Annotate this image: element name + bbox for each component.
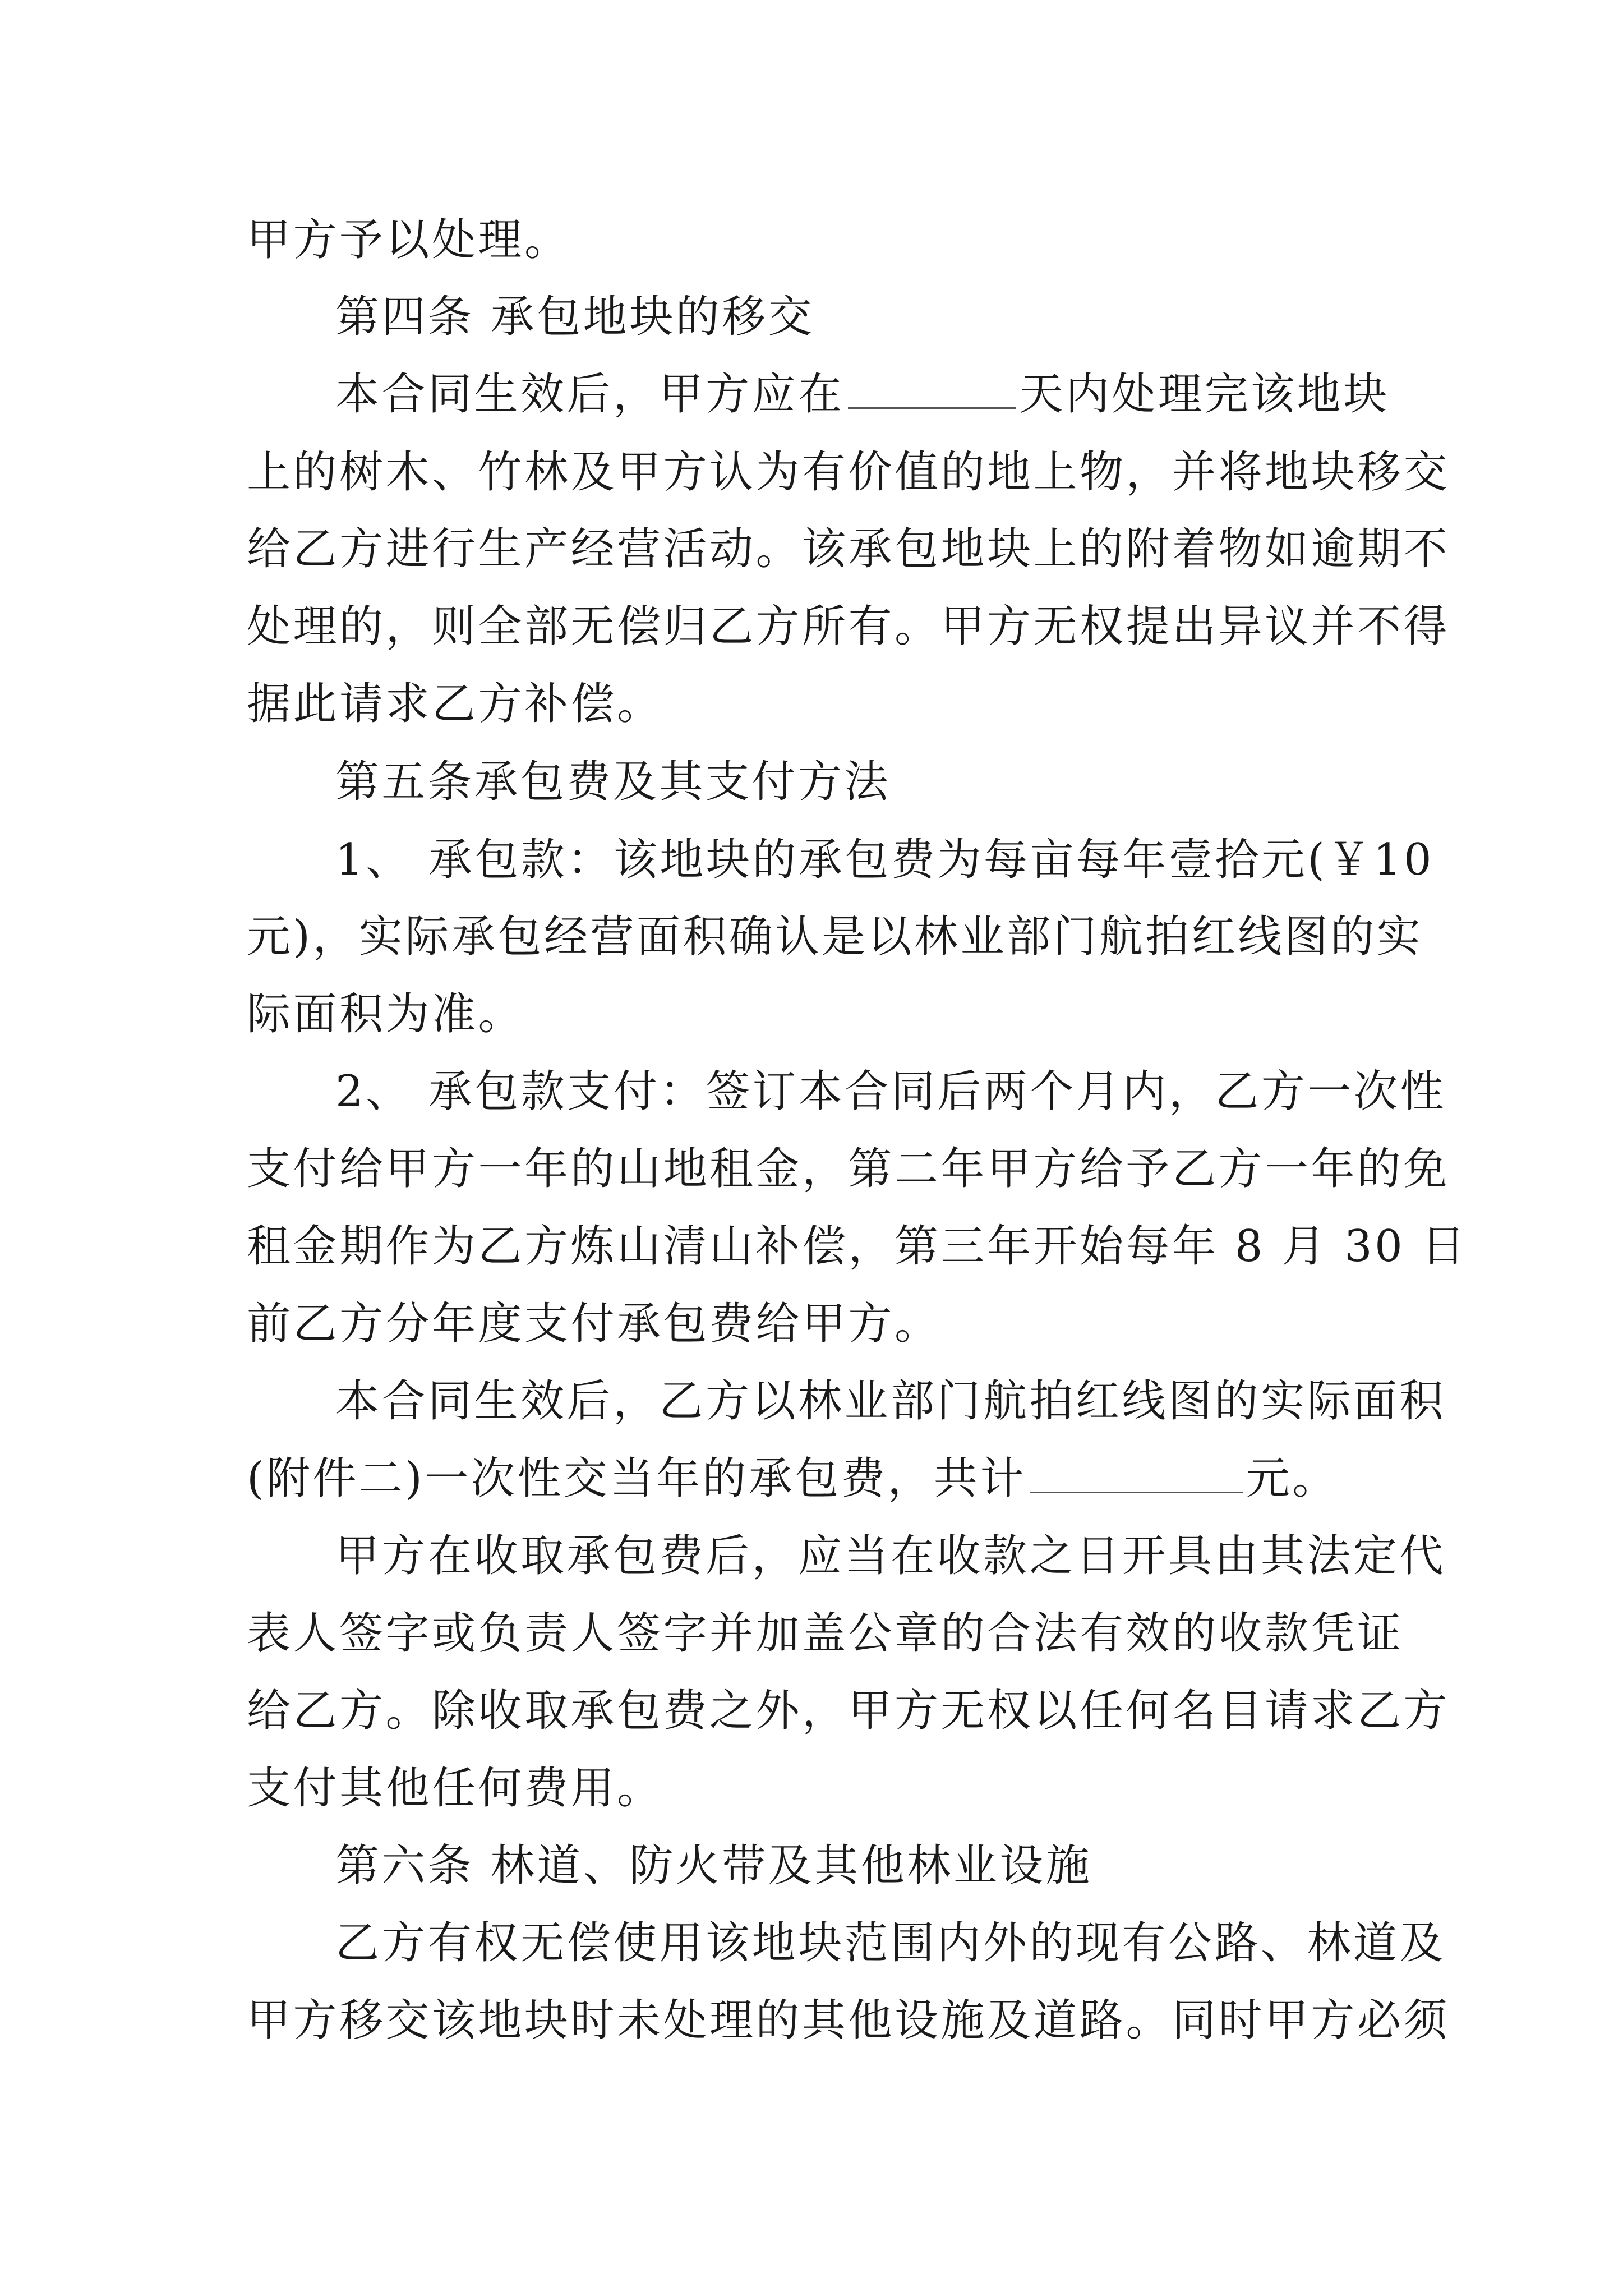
text-line: 租金期作为乙方炼山清山补偿，第三年开始每年 8 月 30 日 [247,1221,1468,1272]
section-heading-5: 第五条承包费及其支付方法 [335,757,891,807]
text-line: 据此请求乙方补偿。 [247,679,663,729]
text-line: 前乙方分年度支付承包费给甲方。 [247,1299,941,1349]
section-heading-6: 第六条 林道、防火带及其他林业设施 [335,1841,1092,1891]
text-line: 支付给甲方一年的山地租金，第二年甲方给予乙方一年的免 [247,1144,1450,1194]
text-line: 本合同生效后，乙方以林业部门航拍红线图的实际面积 [335,1376,1446,1427]
text-line: 2、 承包款支付：签订本合同后两个月内，乙方一次性 [335,1066,1446,1117]
fill-in-blank-days[interactable] [848,370,1016,409]
text-line: 际面积为准。 [247,989,525,1039]
text-line: 支付其他任何费用。 [247,1763,663,1814]
text-line: (附件二)一次性交当年的承包费，共计 元。 [247,1453,1339,1504]
text-line: 上的树木、竹林及甲方认为有价值的地上物，并将地块移交 [247,447,1450,498]
text-line: 甲方在收取承包费后，应当在收款之日开具由其法定代 [335,1531,1446,1581]
text-line: 1、 承包款：该地块的承包费为每亩每年壹拾元(￥10 [335,835,1435,885]
text-line: 给乙方进行生产经营活动。该承包地块上的附着物如逾期不 [247,524,1450,574]
text-line: 乙方有权无偿使用该地块范围内外的现有公路、林道及 [335,1918,1446,1968]
text-line: 甲方移交该地块时未处理的其他设施及道路。同时甲方必须 [247,1995,1450,2046]
text-line: 处理的，则全部无偿归乙方所有。甲方无权提出异议并不得 [247,601,1450,652]
fill-in-blank-total-fee[interactable] [1030,1455,1243,1493]
text-line: 给乙方。除收取承包费之外，甲方无权以任何名目请求乙方 [247,1686,1450,1736]
text-line: 元)，实际承包经营面积确认是以林业部门航拍红线图的实 [247,912,1423,962]
text-line: 表人签字或负责人签字并加盖公章的合法有效的收款凭证 [247,1608,1404,1659]
text-line: 本合同生效后，甲方应在 天内处理完该地块 [335,369,1390,420]
section-heading-4: 第四条 承包地块的移交 [335,292,815,342]
text-line: 甲方予以处理。 [247,215,571,265]
